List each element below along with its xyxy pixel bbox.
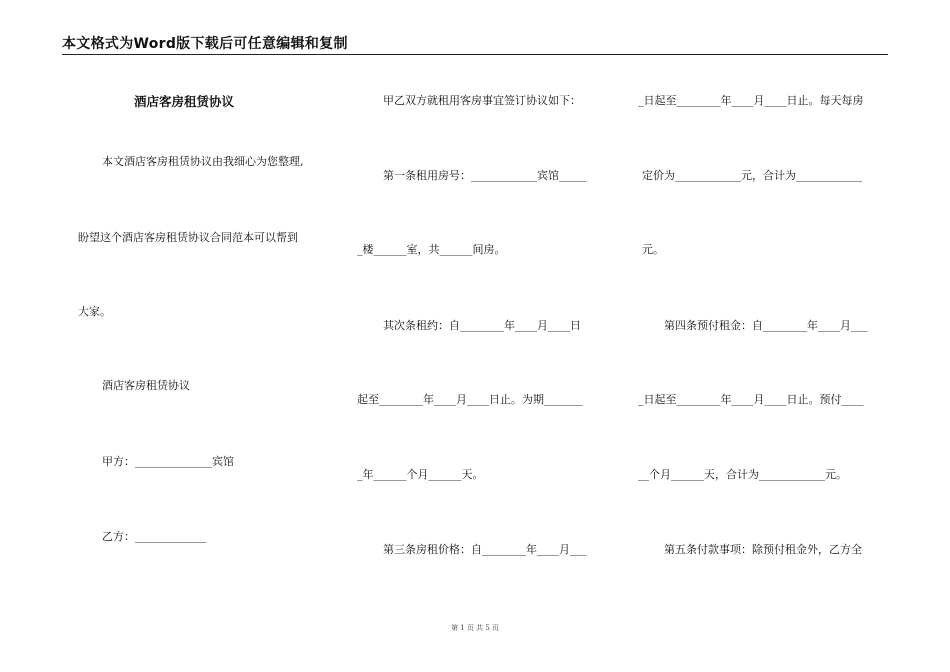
col2-line-2: 第一条租用房号：____________宾馆_____	[383, 169, 587, 182]
col2-line-4: 其次条租约：自________年____月____日	[383, 319, 581, 332]
intro-line-2: 盼望这个酒店客房租赁协议合同范本可以帮到	[78, 231, 298, 244]
intro-line-1: 本文酒店客房租赁协议由我细心为您整理,	[102, 155, 304, 168]
col2-line-1: 甲乙双方就租用客房事宜签订协议如下：	[383, 94, 581, 107]
col2-line-7: 第三条房租价格：自________年____月___	[383, 543, 587, 556]
document-header: 本文格式为Word版下载后可任意编辑和复制	[62, 36, 348, 52]
party-b-line: 乙方：_____________	[102, 530, 207, 543]
column-1	[78, 0, 338, 672]
party-a-line: 甲方：______________宾馆	[102, 455, 234, 468]
column-3	[638, 0, 898, 672]
intro-line-3: 大家。	[78, 305, 111, 318]
col2-line-3: _楼______室，共______间房。	[357, 243, 506, 256]
col3-line-6: __个月______天，合计为____________元。	[638, 468, 847, 481]
col3-line-4: 第四条预付租金：自________年____月___	[664, 319, 868, 332]
col3-line-1: _日起至________年____月____日止。每天每房	[638, 94, 864, 107]
col3-line-5: _日起至________年____月____日止。预付____	[638, 393, 864, 406]
col2-line-5: 起至________年____月____日止。为期_______	[357, 393, 583, 406]
subtitle: 酒店客房租赁协议	[102, 379, 190, 392]
col3-line-3: 元。	[642, 243, 664, 256]
col3-line-2: 定价为____________元，合计为____________	[642, 169, 862, 182]
page-number: 第 1 页 共 5 页	[450, 624, 500, 632]
col2-line-6: _年______个月______天。	[357, 468, 484, 481]
document-title: 酒店客房租赁协议	[134, 94, 235, 109]
column-2	[357, 0, 617, 672]
col3-line-7: 第五条付款事项：除预付租金外，乙方全	[664, 543, 862, 556]
